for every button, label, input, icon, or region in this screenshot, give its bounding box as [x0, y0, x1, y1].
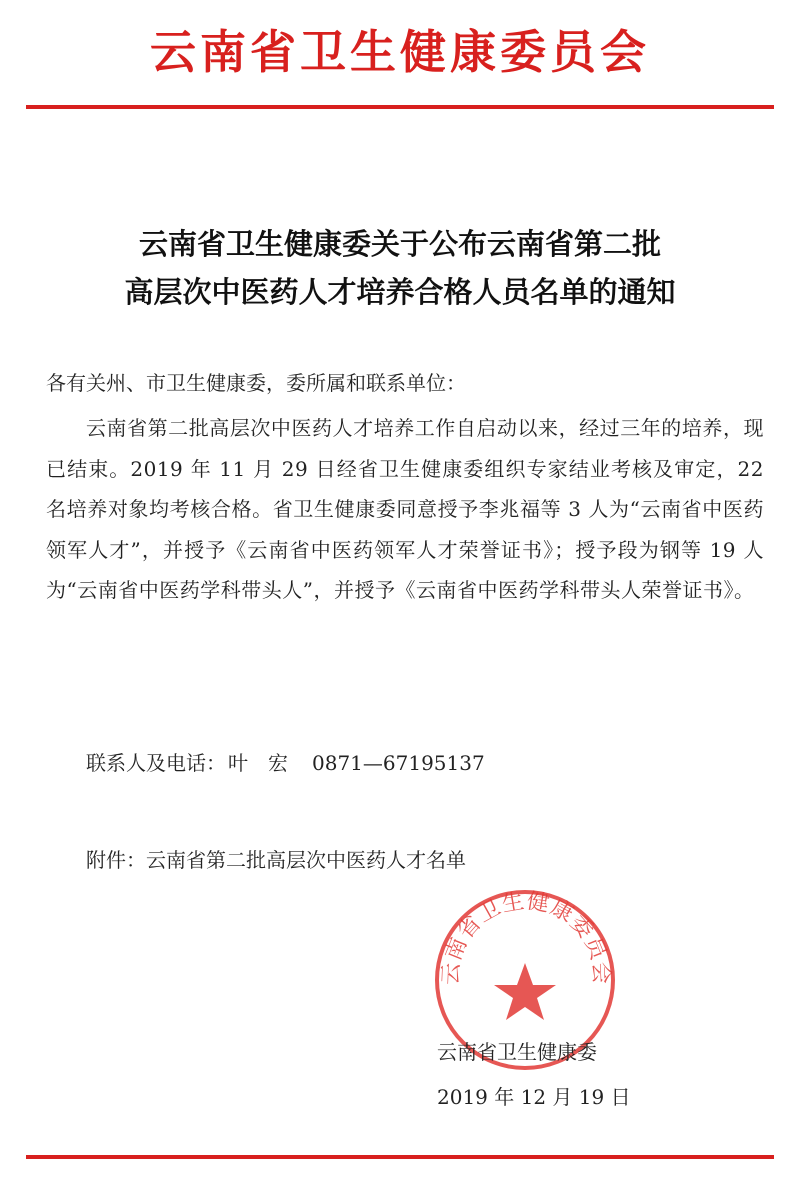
- footer-divider: [26, 1155, 774, 1159]
- letterhead-title: 云南省卫生健康委员会: [150, 25, 650, 79]
- contact-label: 联系人及电话：: [86, 751, 226, 775]
- letterhead: [0, 0, 800, 110]
- document-title-line-1: 云南省卫生健康委关于公布云南省第二批: [138, 227, 661, 261]
- contact-name: 叶 宏: [228, 751, 288, 775]
- attachment-line: 附件：云南省第二批高层次中医药人才名单: [86, 848, 466, 872]
- salutation: 各有关州、市卫生健康委，委所属和联系单位：: [46, 371, 466, 395]
- signature-date: 2019 年 12 月 19 日: [437, 1085, 631, 1109]
- document-title: [30, 220, 770, 316]
- seal-star-icon: [494, 963, 556, 1020]
- seal-text: 云南省卫生健康委员会: [438, 888, 614, 986]
- contact-phone: 0871—67195137: [312, 751, 485, 775]
- signature-organization: 云南省卫生健康委: [437, 1040, 597, 1064]
- letterhead-divider: [26, 105, 774, 109]
- body-paragraph: 云南省第二批高层次中医药人才培养工作自启动以来，经过三年的培养，现已结束。2019 年 11 月 29 日经省卫生健康委组织专家结业考核及审定，22 名培养对象均考核合格。省卫生健康委同意授予李兆福等 3 人为“云南省中医药领军人才”，并授予《云南省中医药领军人才荣誉证书》；授予段为钢等 19 人为“云南省中医药学科带头人”，并授予《云南省中医药学科带头人荣誉证书》。: [46, 416, 764, 602]
- document-title-line-2: 高层次中医药人才培养合格人员名单的通知: [124, 275, 676, 309]
- contact-line: [86, 748, 491, 778]
